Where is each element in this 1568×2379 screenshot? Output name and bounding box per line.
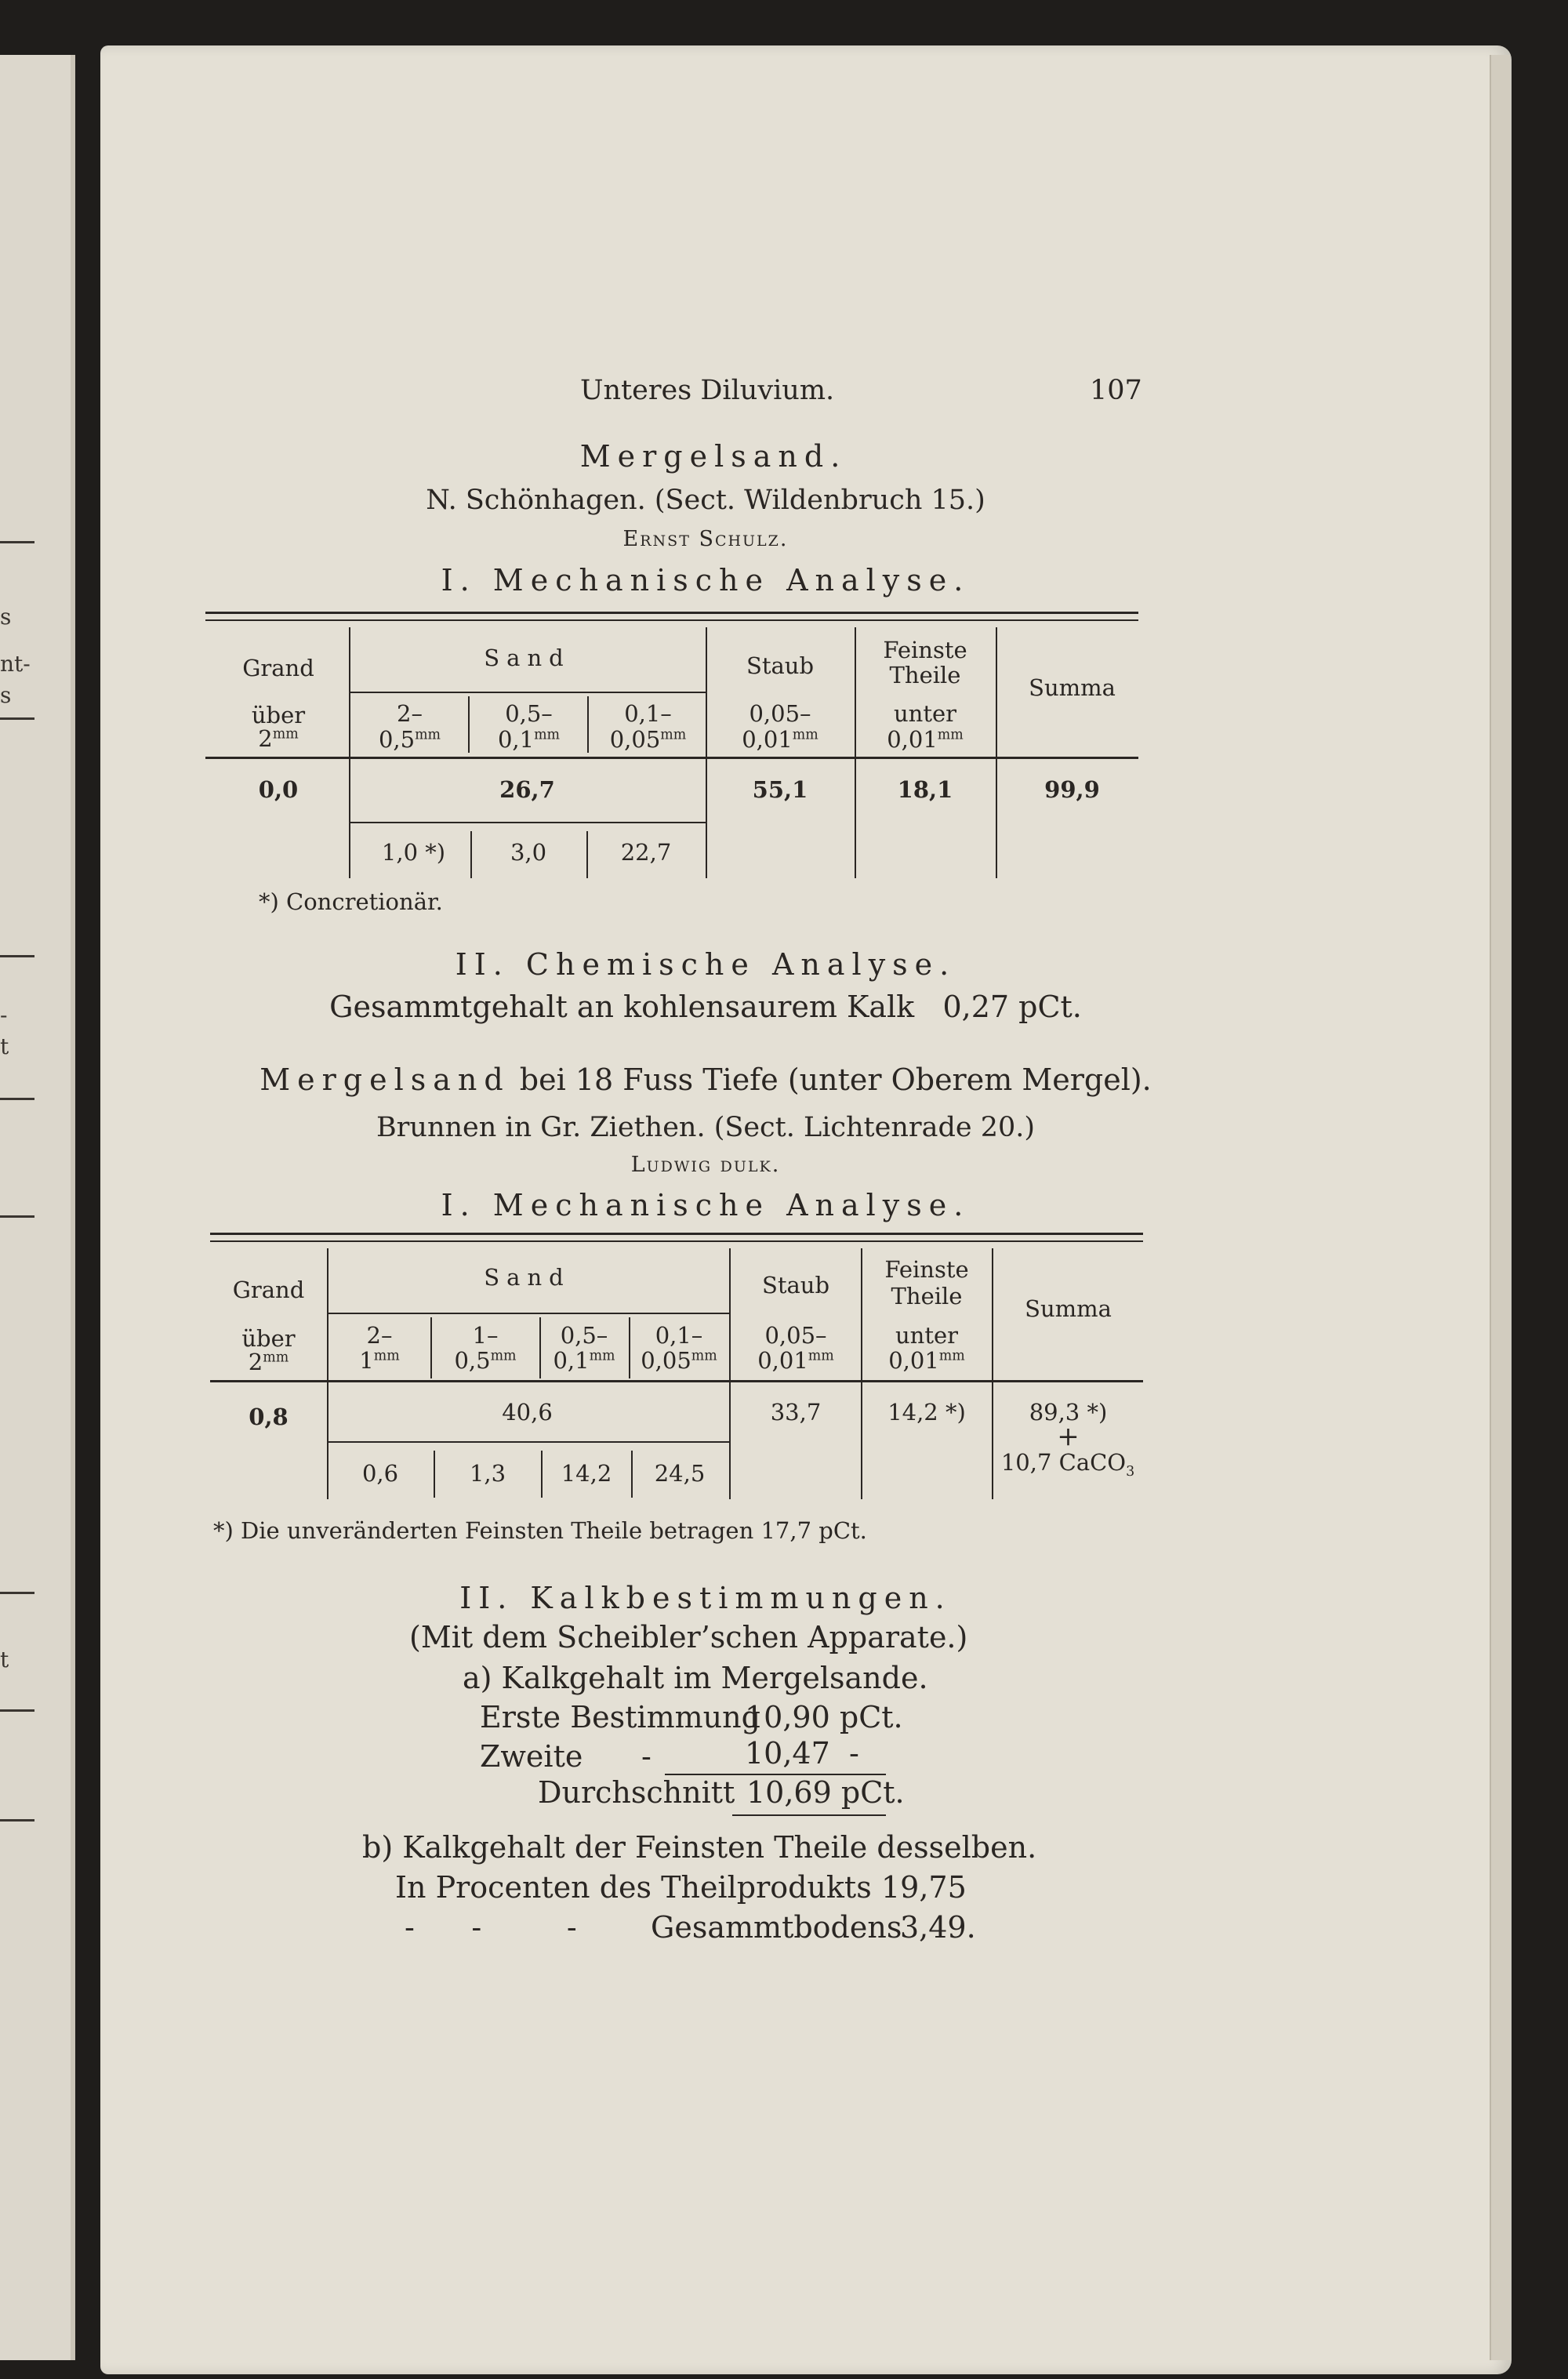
column-header: Theile	[889, 662, 961, 688]
divider	[0, 1819, 34, 1821]
table-cell: 1,3	[469, 1460, 506, 1487]
subsection-title: I. Mechanische Analyse.	[441, 563, 971, 597]
running-title: Unteres Diluvium.	[580, 375, 835, 406]
divider	[0, 1592, 34, 1594]
column-unit: $0,5^{mm}$	[378, 726, 441, 753]
column-header: Feinste	[884, 1256, 969, 1283]
column-header: Grand	[232, 1277, 305, 1303]
divider	[0, 1215, 34, 1218]
calc-value: 10,69 pCt.	[746, 1775, 905, 1810]
table-cell: 89,3 *)	[1029, 1399, 1108, 1426]
column-subheader: 0,05–	[764, 1322, 827, 1349]
table-cell: 0,0	[258, 776, 299, 803]
column-unit: $2^{mm}$	[258, 725, 299, 752]
column-subheader: 1–	[472, 1322, 499, 1349]
column-header: Staub	[746, 652, 815, 679]
column-header: Sand	[484, 1264, 571, 1291]
column-subheader: über	[251, 702, 306, 728]
subsection-title: II. Chemische Analyse.	[455, 947, 956, 982]
body-line: b) Kalkgehalt der Feinsten Theile desselben.	[362, 1830, 1037, 1865]
column-header: Grand	[242, 655, 314, 681]
column-subheader: 0,5–	[505, 700, 553, 727]
column-unit: $0,1^{mm}$	[553, 1347, 615, 1374]
text-fragment: -	[0, 1002, 8, 1028]
table-cell: 18,1	[897, 776, 953, 803]
section-title: Mergelsand.	[579, 439, 848, 474]
column-header: Summa	[1025, 1295, 1112, 1322]
page-stack-edge	[1490, 55, 1510, 2360]
body-line: Gesammtbodens	[651, 1910, 902, 1945]
body-line: a) Kalkgehalt im Mergelsande.	[463, 1661, 928, 1695]
column-subheader: 0,1–	[624, 700, 672, 727]
column-header: Feinste	[883, 637, 967, 663]
column-subheader: 0,1–	[655, 1322, 703, 1349]
calc-label: Zweite	[480, 1739, 583, 1774]
column-unit: $0,5^{mm}$	[454, 1347, 517, 1374]
column-subheader: 0,5–	[560, 1322, 608, 1349]
column-unit: $0,01^{mm}$	[742, 726, 818, 753]
divider	[0, 717, 34, 720]
calc-value: 10,47 -	[745, 1736, 859, 1771]
table-cell: 1,0 *)	[381, 839, 446, 866]
text-fragment: s	[0, 604, 12, 630]
column-subheader: unter	[893, 700, 957, 727]
divider	[0, 1709, 34, 1712]
text-fragment: s	[0, 682, 12, 708]
table-cell: 3,0	[510, 839, 547, 866]
column-subheader: 2–	[397, 700, 423, 727]
body-line: (Mit dem Scheibler’schen Apparate.)	[409, 1620, 968, 1654]
column-subheader: 2–	[366, 1322, 393, 1349]
table-cell: 24,5	[654, 1460, 706, 1487]
table-cell: 14,2	[561, 1460, 612, 1487]
subsection-title: II. Kalkbestimmungen.	[459, 1581, 952, 1615]
column-subheader: 0,05–	[749, 700, 811, 727]
table-cell: 33,7	[770, 1399, 822, 1426]
column-subheader: unter	[895, 1322, 959, 1349]
author-line: Ludwig dulk.	[630, 1153, 781, 1177]
column-unit: $0,01^{mm}$	[757, 1347, 834, 1374]
table-cell: 0,6	[361, 1460, 399, 1487]
footnote: *) Concretionär.	[259, 888, 443, 915]
calc-value: 10,90 pCt.	[745, 1700, 903, 1734]
table-cell: 22,7	[620, 839, 672, 866]
column-header: Summa	[1029, 674, 1116, 701]
footnote: *) Die unveränderten Feinsten Theile betragen 17,7 pCt.	[213, 1517, 867, 1544]
table-cell: 40,6	[502, 1399, 553, 1426]
divider	[0, 955, 34, 957]
location-line: N. Schönhagen. (Sect. Wildenbruch 15.)	[426, 485, 985, 516]
section-title: Mergelsand bei 18 Fuss Tiefe (unter Oberem Mergel).	[260, 1062, 1152, 1097]
ditto-marks: - - -	[405, 1910, 577, 1945]
sum-line	[732, 1814, 886, 1816]
body-value: 19,75	[881, 1870, 967, 1905]
body-value: 3,49.	[900, 1910, 976, 1945]
page-number: 107	[1090, 375, 1142, 406]
column-header: Theile	[891, 1283, 963, 1309]
body-line: In Procenten des Theilprodukts	[395, 1870, 872, 1905]
table-cell: 0,8	[249, 1404, 289, 1430]
column-unit: $0,01^{mm}$	[888, 1347, 965, 1374]
column-header: Staub	[761, 1272, 830, 1298]
column-unit: $1^{mm}$	[359, 1347, 400, 1374]
column-unit: $0,01^{mm}$	[887, 726, 964, 753]
text-fragment: t	[0, 1033, 9, 1059]
table-cell: 99,9	[1044, 776, 1100, 803]
column-subheader: über	[241, 1325, 296, 1352]
table-cell: +	[1057, 1421, 1080, 1452]
author-line: Ernst Schulz.	[622, 527, 789, 551]
column-unit: $0,05^{mm}$	[609, 726, 687, 753]
table-cell: 26,7	[499, 776, 555, 803]
column-header: Sand	[484, 645, 571, 671]
column-unit: $0,05^{mm}$	[641, 1347, 717, 1374]
text-fragment: t	[0, 1647, 9, 1673]
column-unit: $2^{mm}$	[248, 1349, 289, 1375]
text-fragment: nt-	[0, 651, 31, 677]
subsection-title: I. Mechanische Analyse.	[441, 1188, 971, 1222]
table-cell: 55,1	[752, 776, 808, 803]
previous-page-edge	[0, 55, 75, 2360]
divider	[0, 541, 34, 543]
calc-label: -	[641, 1739, 652, 1774]
table-cell: 14,2 *)	[887, 1399, 966, 1426]
calc-label: Durchschnitt	[538, 1775, 735, 1810]
divider	[0, 1098, 34, 1100]
location-line: Brunnen in Gr. Ziethen. (Sect. Lichtenrade 20.)	[376, 1112, 1036, 1143]
calc-label: Erste Bestimmung	[480, 1700, 760, 1734]
column-unit: $0,1^{mm}$	[497, 726, 561, 753]
table-cell: 10,7 CaCO$_3$	[1000, 1449, 1135, 1480]
body-line: Gesammtgehalt an kohlensaurem Kalk 0,27 pCt.	[329, 990, 1082, 1024]
